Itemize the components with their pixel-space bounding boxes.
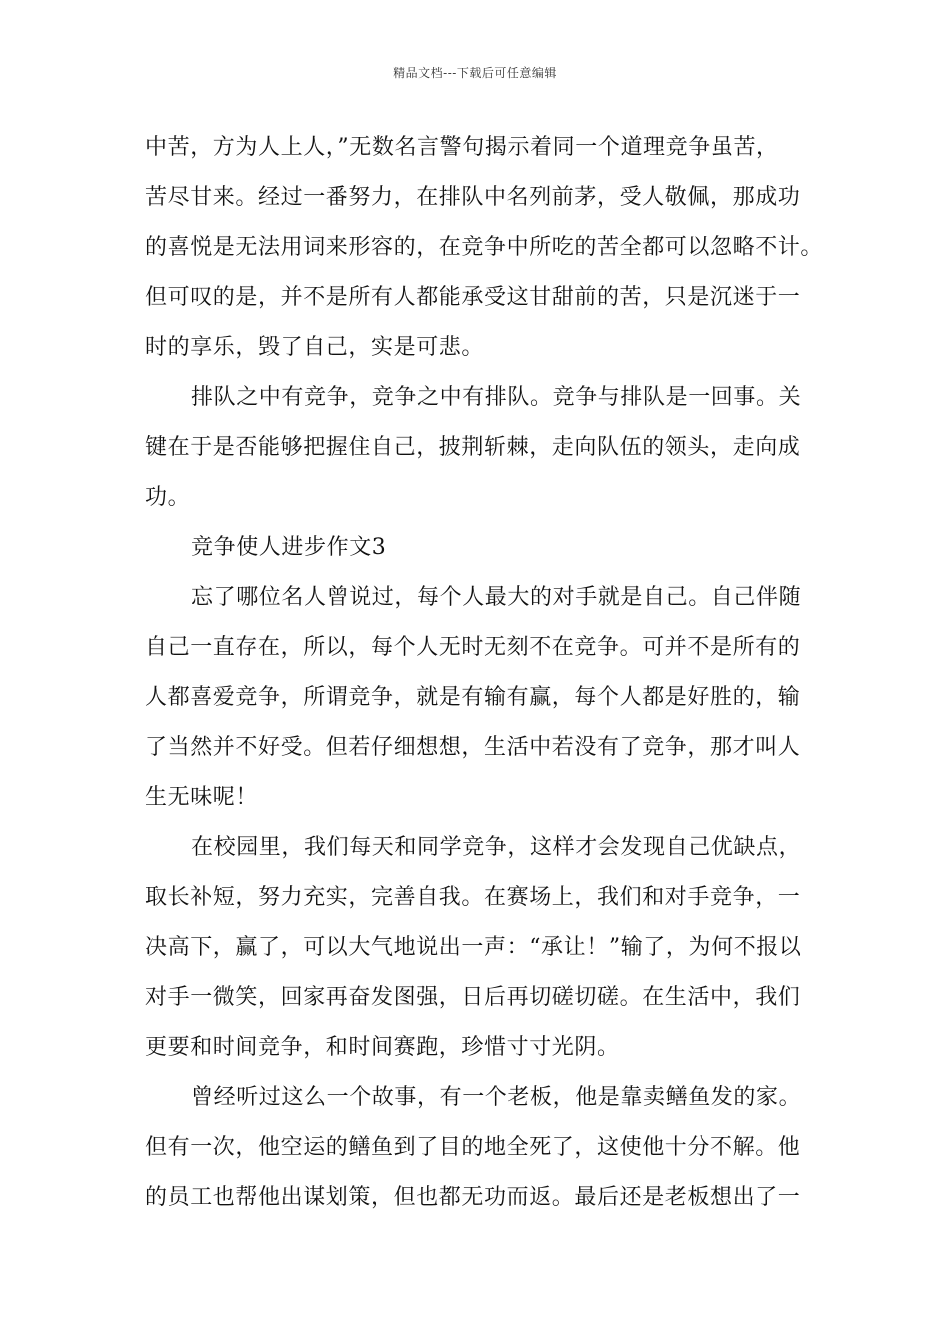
text-line: 对手一微笑，回家再奋发图强，日后再切磋切磋。在生活中，我们 bbox=[145, 985, 801, 1010]
paragraph-first-line: 排队之中有竞争，竞争之中有排队。竞争与排队是一回事。关 bbox=[191, 385, 802, 410]
paragraph-first-line: 曾经听过这么一个故事，有一个老板，他是靠卖鳝鱼发的家。 bbox=[191, 1085, 802, 1110]
page-header: 精品文档---下载后可任意编辑 bbox=[393, 66, 557, 80]
text-line: 但可叹的是，并不是所有人都能承受这甘甜前的苦，只是沉迷于一 bbox=[145, 285, 801, 310]
text-line: 决高下，赢了，可以大气地说出一声：“承让！”输了，为何不报以 bbox=[145, 935, 802, 960]
text-line: 了当然并不好受。但若仔细想想，生活中若没有了竞争，那才叫人 bbox=[145, 735, 801, 760]
text-line: 取长补短，努力充实，完善自我。在赛场上，我们和对手竞争，一 bbox=[145, 885, 801, 910]
text-line: 但有一次，他空运的鳝鱼到了目的地全死了，这使他十分不解。他 bbox=[145, 1135, 801, 1160]
text-line: 生无味呢！ bbox=[145, 785, 259, 810]
text-line: 时的享乐，毁了自己，实是可悲。 bbox=[145, 335, 485, 360]
paragraph-first-line: 忘了哪位名人曾说过，每个人最大的对手就是自己。自己伴随 bbox=[191, 585, 802, 610]
text-line: 苦尽甘来。经过一番努力，在排队中名列前茅，受人敬佩，那成功 bbox=[145, 185, 801, 210]
text-line: 功。 bbox=[145, 485, 191, 510]
text-line: 更要和时间竞争，和时间赛跑，珍惜寸寸光阴。 bbox=[145, 1035, 620, 1060]
paragraph-first-line: 在校园里，我们每天和同学竞争，这样才会发现自己优缺点， bbox=[191, 835, 802, 860]
section-heading: 竞争使人进步作文3 bbox=[191, 535, 387, 560]
text-line: 的员工也帮他出谋划策，但也都无功而返。最后还是老板想出了一 bbox=[145, 1185, 801, 1210]
text-line: 中苦，方为人上人，”无数名言警句揭示着同一个道理竞争虽苦， bbox=[145, 135, 779, 160]
text-line: 自己一直存在，所以，每个人无时无刻不在竞争。可并不是所有的 bbox=[145, 635, 801, 660]
text-line: 的喜悦是无法用词来形容的，在竞争中所吃的苦全都可以忽略不计。 bbox=[145, 235, 824, 260]
text-line: 人都喜爱竞争，所谓竞争，就是有输有赢，每个人都是好胜的，输 bbox=[145, 685, 801, 710]
text-line: 键在于是否能够把握住自己，披荆斩棘，走向队伍的领头，走向成 bbox=[145, 435, 801, 460]
document-body bbox=[145, 128, 825, 1228]
